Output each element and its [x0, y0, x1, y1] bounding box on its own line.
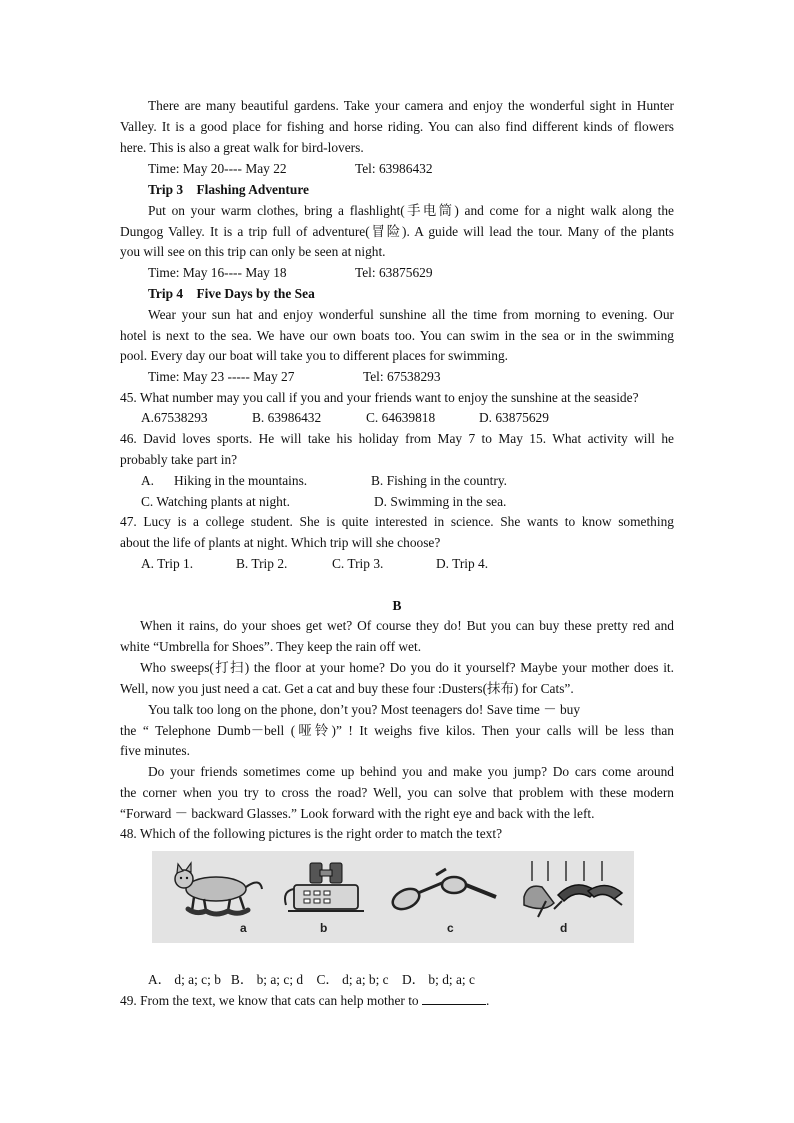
passage-b-p4-line-1: Do your friends sometimes come up behind you and make you jump? Do cars come around — [148, 764, 674, 779]
passage-b-p1-line-1: When it rains, do your shoes get wet? Of course they do! But you can buy these pretty red and — [140, 618, 674, 633]
passage-b-p3-line-1: You talk too long on the phone, don’t you? Most teenagers do! Save time － buy — [148, 702, 581, 717]
trip2-text-line-1: There are many beautiful gardens. Take your camera and enjoy the wonderful sight in Hunter — [148, 98, 674, 113]
answer-blank[interactable] — [422, 992, 486, 1005]
trip2-text-line-3: here. This is also a great walk for bird-lovers. — [120, 140, 364, 155]
question-47-line-1: 47. Lucy is a college student. She is quite interested in science. She wants to know something — [120, 514, 674, 529]
q46-option-b: B. Fishing in the country. — [371, 473, 508, 488]
question-49-text: 49. From the text, we know that cats can help mother to — [120, 993, 422, 1008]
trip3-time: Time: May 16---- May 18 — [148, 265, 287, 280]
picture-strip — [152, 851, 634, 943]
q46-option-a-text: Hiking in the mountains. — [174, 473, 308, 488]
q46-option-a-letter: A. — [141, 473, 155, 488]
passage-b-p3-line-3: five minutes. — [120, 743, 190, 758]
trip3-text-line-1: Put on your warm clothes, bring a flashlight(手电筒) and come for a night walk along the — [148, 203, 674, 218]
q45-option-a: A.67538293 — [141, 410, 208, 425]
trip4-title: Trip 4 Five Days by the Sea — [148, 286, 315, 301]
q45-option-d: D. 63875629 — [479, 410, 549, 425]
trip4-text-line-3: pool. Every day our boat will take you to different places for swimming. — [120, 348, 508, 363]
question-45: 45. What number may you call if you and your friends want to enjoy the sunshine at the seaside? — [120, 390, 639, 405]
q46-option-c: C. Watching plants at night. — [141, 494, 290, 509]
trip4-text-line-1: Wear your sun hat and enjoy wonderful sunshine all the time from morning to evening. Our — [148, 307, 674, 322]
trip4-tel: Tel: 67538293 — [363, 369, 441, 384]
q47-option-a: A. Trip 1. — [141, 556, 194, 571]
picture-label-a: a — [240, 921, 247, 935]
question-47-line-2: about the life of plants at night. Which trip will she choose? — [120, 535, 441, 550]
telephone-dumbbell-picture — [280, 857, 376, 921]
q45-option-c: C. 64639818 — [366, 410, 436, 425]
trip4-time: Time: May 23 ----- May 27 — [148, 369, 295, 384]
question-46-line-2: probably take part in? — [120, 452, 238, 467]
trip3-title: Trip 3 Flashing Adventure — [148, 182, 309, 197]
question-46-line-1: 46. David loves sports. He will take his holiday from May 7 to May 15. What activity will he — [120, 431, 674, 446]
q46-option-d: D. Swimming in the sea. — [374, 494, 507, 509]
q47-option-c: C. Trip 3. — [332, 556, 384, 571]
passage-b-p4-line-2: the corner when you try to cross the road? Well, you can solve that problem with these modern — [120, 785, 674, 800]
glasses-picture — [384, 863, 504, 917]
shoe-umbrella-picture — [518, 857, 626, 921]
passage-b-p2-line-2: Well, now you just need a cat. Get a cat and buy these four :Dusters(抹布) for Cats”. — [120, 681, 574, 696]
question-49-end: . — [485, 993, 490, 1008]
trip3-text-line-3: you will see on this trip can only be seen at night. — [120, 244, 386, 259]
q47-option-d: D. Trip 4. — [436, 556, 489, 571]
passage-b-p1-line-2: white “Umbrella for Shoes”. They keep the rain off wet. — [120, 639, 422, 654]
trip3-text-line-2: Dungog Valley. It is a trip full of adventure(冒险). A guide will lead the tour. Many of the plants — [120, 224, 674, 239]
section-b-heading: B — [392, 598, 402, 613]
trip2-time: Time: May 20---- May 22 — [148, 161, 287, 176]
trip2-tel: Tel: 63986432 — [355, 161, 433, 176]
passage-b-p4-line-3: “Forward － backward Glasses.” Look forward with the right eye and back with the left. — [120, 806, 595, 821]
q47-option-b: B. Trip 2. — [236, 556, 288, 571]
trip3-tel: Tel: 63875629 — [355, 265, 433, 280]
picture-label-b: b — [320, 921, 328, 935]
trip2-text-line-2: Valley. It is a good place for fishing and horse riding. You can also find different kinds of flowers — [120, 119, 674, 134]
q45-option-b: B. 63986432 — [252, 410, 322, 425]
picture-label-c: c — [447, 921, 454, 935]
question-48: 48. Which of the following pictures is the right order to match the text? — [120, 826, 503, 841]
cat-picture — [166, 859, 266, 921]
passage-b-p2-line-1: Who sweeps(打扫) the floor at your home? Do you do it yourself? Maybe your mother does it. — [140, 660, 674, 675]
question-49 — [120, 991, 489, 1011]
trip4-text-line-2: hotel is next to the sea. We have our own boats too. You can swim in the sea or in the swimming — [120, 328, 674, 343]
q48-options: A． d; a; c; b B． b; a; c; d C． d; a; b; c D． b; d; a; c — [148, 972, 475, 987]
picture-label-d: d — [560, 921, 568, 935]
passage-b-p3-line-2: the “ Telephone Dumb－bell (哑铃)” ! It weighs five kilos. Then your calls will be less than — [120, 723, 674, 738]
